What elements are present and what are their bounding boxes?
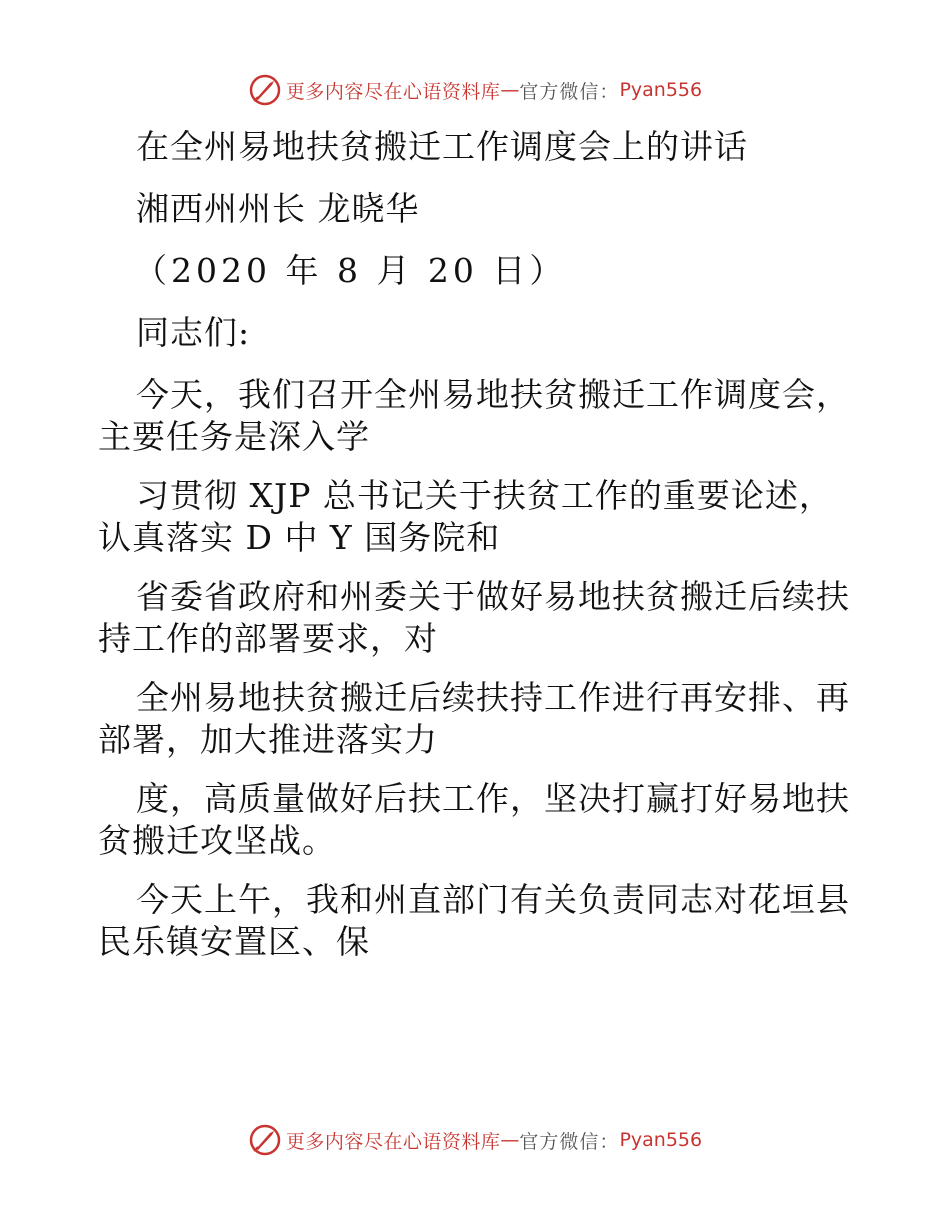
watermark-official-label: 官方微信： bbox=[519, 1130, 620, 1153]
paragraph bbox=[98, 475, 858, 559]
paragraph bbox=[98, 778, 858, 862]
paragraph-line: 度，高质量做好后扶工作，坚决打赢打好易地扶 bbox=[136, 779, 850, 818]
paragraph-line: 部署，加大推进落实力 bbox=[98, 720, 438, 759]
paragraph-line: 今天，我们召开全州易地扶贫搬迁工作调度会， bbox=[136, 375, 850, 414]
watermark-official-label: 官方微信： bbox=[519, 80, 620, 103]
watermark-dash: — bbox=[500, 1129, 520, 1151]
watermark-dash: — bbox=[500, 79, 520, 101]
salutation: 同志们: bbox=[136, 313, 251, 352]
paragraph bbox=[98, 677, 858, 761]
paragraph-line: 习贯彻 XJP 总书记关于扶贫工作的重要论述， bbox=[136, 476, 833, 515]
quill-pen-logo-icon bbox=[248, 1123, 282, 1157]
paragraph bbox=[98, 879, 858, 963]
paragraph-line: 民乐镇安置区、保 bbox=[98, 922, 370, 961]
watermark-main-text: 更多内容尽在心语资料库 bbox=[285, 80, 501, 103]
quill-pen-logo-icon bbox=[248, 73, 282, 107]
document-title: 在全州易地扶贫搬迁工作调度会上的讲话 bbox=[136, 127, 748, 166]
date-line: （2020 年 8 月 20 日） bbox=[134, 251, 567, 290]
watermark-wechat-id: Pyan556 bbox=[619, 79, 703, 101]
watermark-header bbox=[0, 70, 950, 110]
paragraph-line: 认真落实 D 中 Y 国务院和 bbox=[98, 518, 501, 557]
document-body bbox=[98, 126, 858, 980]
paragraph-line: 贫搬迁攻坚战。 bbox=[98, 821, 336, 860]
watermark-main-text: 更多内容尽在心语资料库 bbox=[285, 1130, 501, 1153]
paragraph bbox=[98, 576, 858, 660]
paragraph-line: 省委省政府和州委关于做好易地扶贫搬迁后续扶 bbox=[136, 577, 850, 616]
paragraph-line: 主要任务是深入学 bbox=[98, 417, 370, 456]
watermark-footer bbox=[0, 1120, 950, 1160]
paragraph bbox=[98, 374, 858, 458]
watermark-wechat-id: Pyan556 bbox=[619, 1129, 703, 1151]
paragraph-line: 持工作的部署要求，对 bbox=[98, 619, 438, 658]
paragraph-line: 今天上午，我和州直部门有关负责同志对花垣县 bbox=[136, 880, 850, 919]
speaker-line: 湘西州州长 龙晓华 bbox=[136, 189, 420, 228]
paragraph-line: 全州易地扶贫搬迁后续扶持工作进行再安排、再 bbox=[136, 678, 850, 717]
